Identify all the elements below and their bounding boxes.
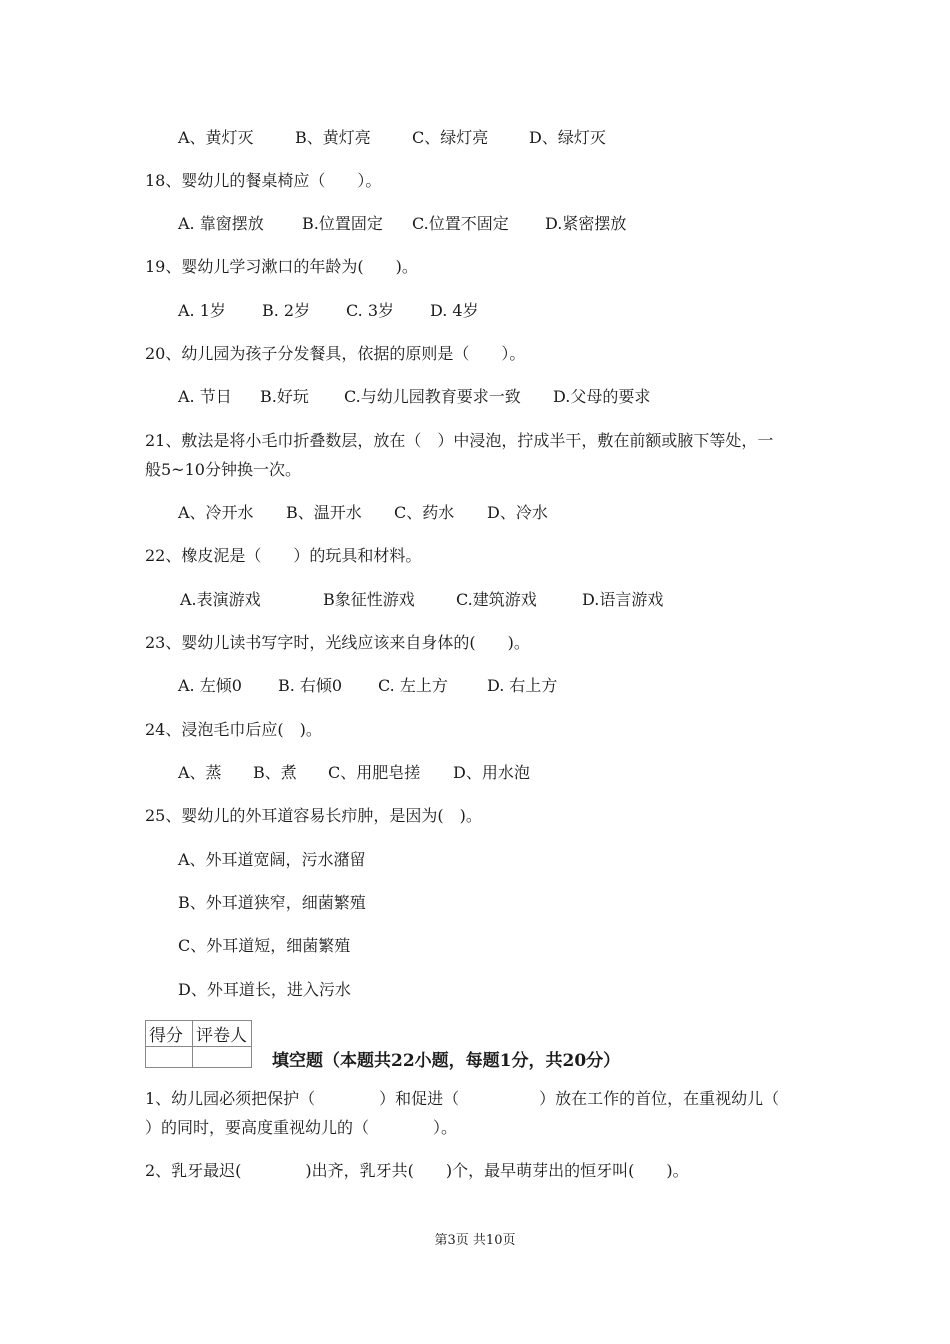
- q18-stem: 18、婴幼儿的餐桌椅应（ ）。: [145, 171, 382, 190]
- q17-options: [178, 128, 606, 148]
- section-title: 填空题（本题共22小题，每题1分，共20分）: [272, 1051, 621, 1071]
- q24-option-a: A、蒸: [178, 763, 222, 782]
- q25-stem: 25、婴幼儿的外耳道容易长疖肿，是因为( )。: [145, 806, 482, 825]
- q22-option-b: B象征性游戏: [323, 590, 415, 609]
- q18-options: [178, 214, 626, 234]
- q21-option-b: B、温开水: [286, 503, 362, 522]
- q19-options: [178, 301, 479, 321]
- q17-option-c: C、绿灯亮: [412, 128, 489, 147]
- q20-option-c: C.与幼儿园教育要求一致: [344, 387, 521, 406]
- q23-option-b: B. 右倾0: [278, 676, 343, 695]
- q22-options: [180, 590, 663, 610]
- q17-option-b: B、黄灯亮: [295, 128, 371, 147]
- q23-stem: 23、婴幼儿读书写字时，光线应该来自身体的( )。: [145, 633, 530, 652]
- q21-stem-line1: 21、敷法是将小毛巾折叠数层，放在（ ）中浸泡，拧成半干，敷在前额或腋下等处，一: [145, 431, 774, 450]
- q23-options: [178, 676, 557, 696]
- score-cell[interactable]: [146, 1047, 193, 1068]
- q25-option-c: C、外耳道短，细菌繁殖: [178, 936, 351, 955]
- q21-option-d: D、冷水: [487, 503, 548, 522]
- q25-option-d: D、外耳道长，进入污水: [178, 980, 351, 999]
- q20-option-b: B.好玩: [260, 387, 309, 406]
- q24-option-c: C、用肥皂搓: [328, 763, 421, 782]
- q20-option-a: A. 节日: [178, 387, 232, 406]
- q17-option-a: A、黄灯灭: [178, 128, 254, 147]
- q19-option-a: A. 1岁: [178, 301, 226, 320]
- q22-option-a: A.表演游戏: [180, 590, 261, 609]
- fill1-line2: ）的同时，要高度重视幼儿的（ ）。: [145, 1118, 458, 1137]
- q24-options: [178, 763, 530, 783]
- q21-stem-line2: 般5~10分钟换一次。: [145, 460, 301, 479]
- q22-option-d: D.语言游戏: [582, 590, 664, 609]
- q20-option-d: D.父母的要求: [553, 387, 651, 406]
- q20-stem: 20、幼儿园为孩子分发餐具，依据的原则是（ ）。: [145, 344, 526, 363]
- q18-option-c: C.位置不固定: [412, 214, 509, 233]
- q23-option-a: A. 左倾0: [178, 676, 242, 695]
- q21-option-c: C、药水: [394, 503, 455, 522]
- q19-option-b: B. 2岁: [262, 301, 311, 320]
- q18-option-b: B.位置固定: [302, 214, 383, 233]
- score-table: [145, 1020, 252, 1068]
- q19-stem: 19、婴幼儿学习漱口的年龄为( )。: [145, 257, 418, 276]
- grader-cell[interactable]: [193, 1047, 252, 1068]
- q23-option-c: C. 左上方: [378, 676, 448, 695]
- q22-stem: 22、橡皮泥是（ ）的玩具和材料。: [145, 546, 422, 565]
- q23-option-d: D. 右上方: [487, 676, 558, 695]
- q17-option-d: D、绿灯灭: [529, 128, 606, 147]
- q19-option-d: D. 4岁: [430, 301, 479, 320]
- page-footer: 第3页 共10页: [434, 1233, 516, 1248]
- fill2: 2、乳牙最迟( )出齐，乳牙共( )个，最早萌芽出的恒牙叫( )。: [145, 1161, 689, 1180]
- fill1-line1: 1、幼儿园必须把保护（ ）和促进（ ）放在工作的首位，在重视幼儿（: [145, 1089, 780, 1108]
- q19-option-c: C. 3岁: [346, 301, 395, 320]
- q25-option-b: B、外耳道狭窄，细菌繁殖: [178, 893, 366, 912]
- q18-option-a: A. 靠窗摆放: [178, 214, 264, 233]
- q25-option-a: A、外耳道宽阔，污水潴留: [178, 850, 366, 869]
- q24-option-b: B、煮: [253, 763, 297, 782]
- q20-options: [178, 387, 650, 407]
- q22-option-c: C.建筑游戏: [456, 590, 537, 609]
- grader-label: 评卷人: [193, 1021, 252, 1047]
- q21-option-a: A、冷开水: [178, 503, 254, 522]
- q18-option-d: D.紧密摆放: [545, 214, 627, 233]
- q24-stem: 24、浸泡毛巾后应( )。: [145, 720, 322, 739]
- q21-options: [178, 503, 548, 523]
- q24-option-d: D、用水泡: [453, 763, 530, 782]
- score-label: 得分: [146, 1021, 193, 1047]
